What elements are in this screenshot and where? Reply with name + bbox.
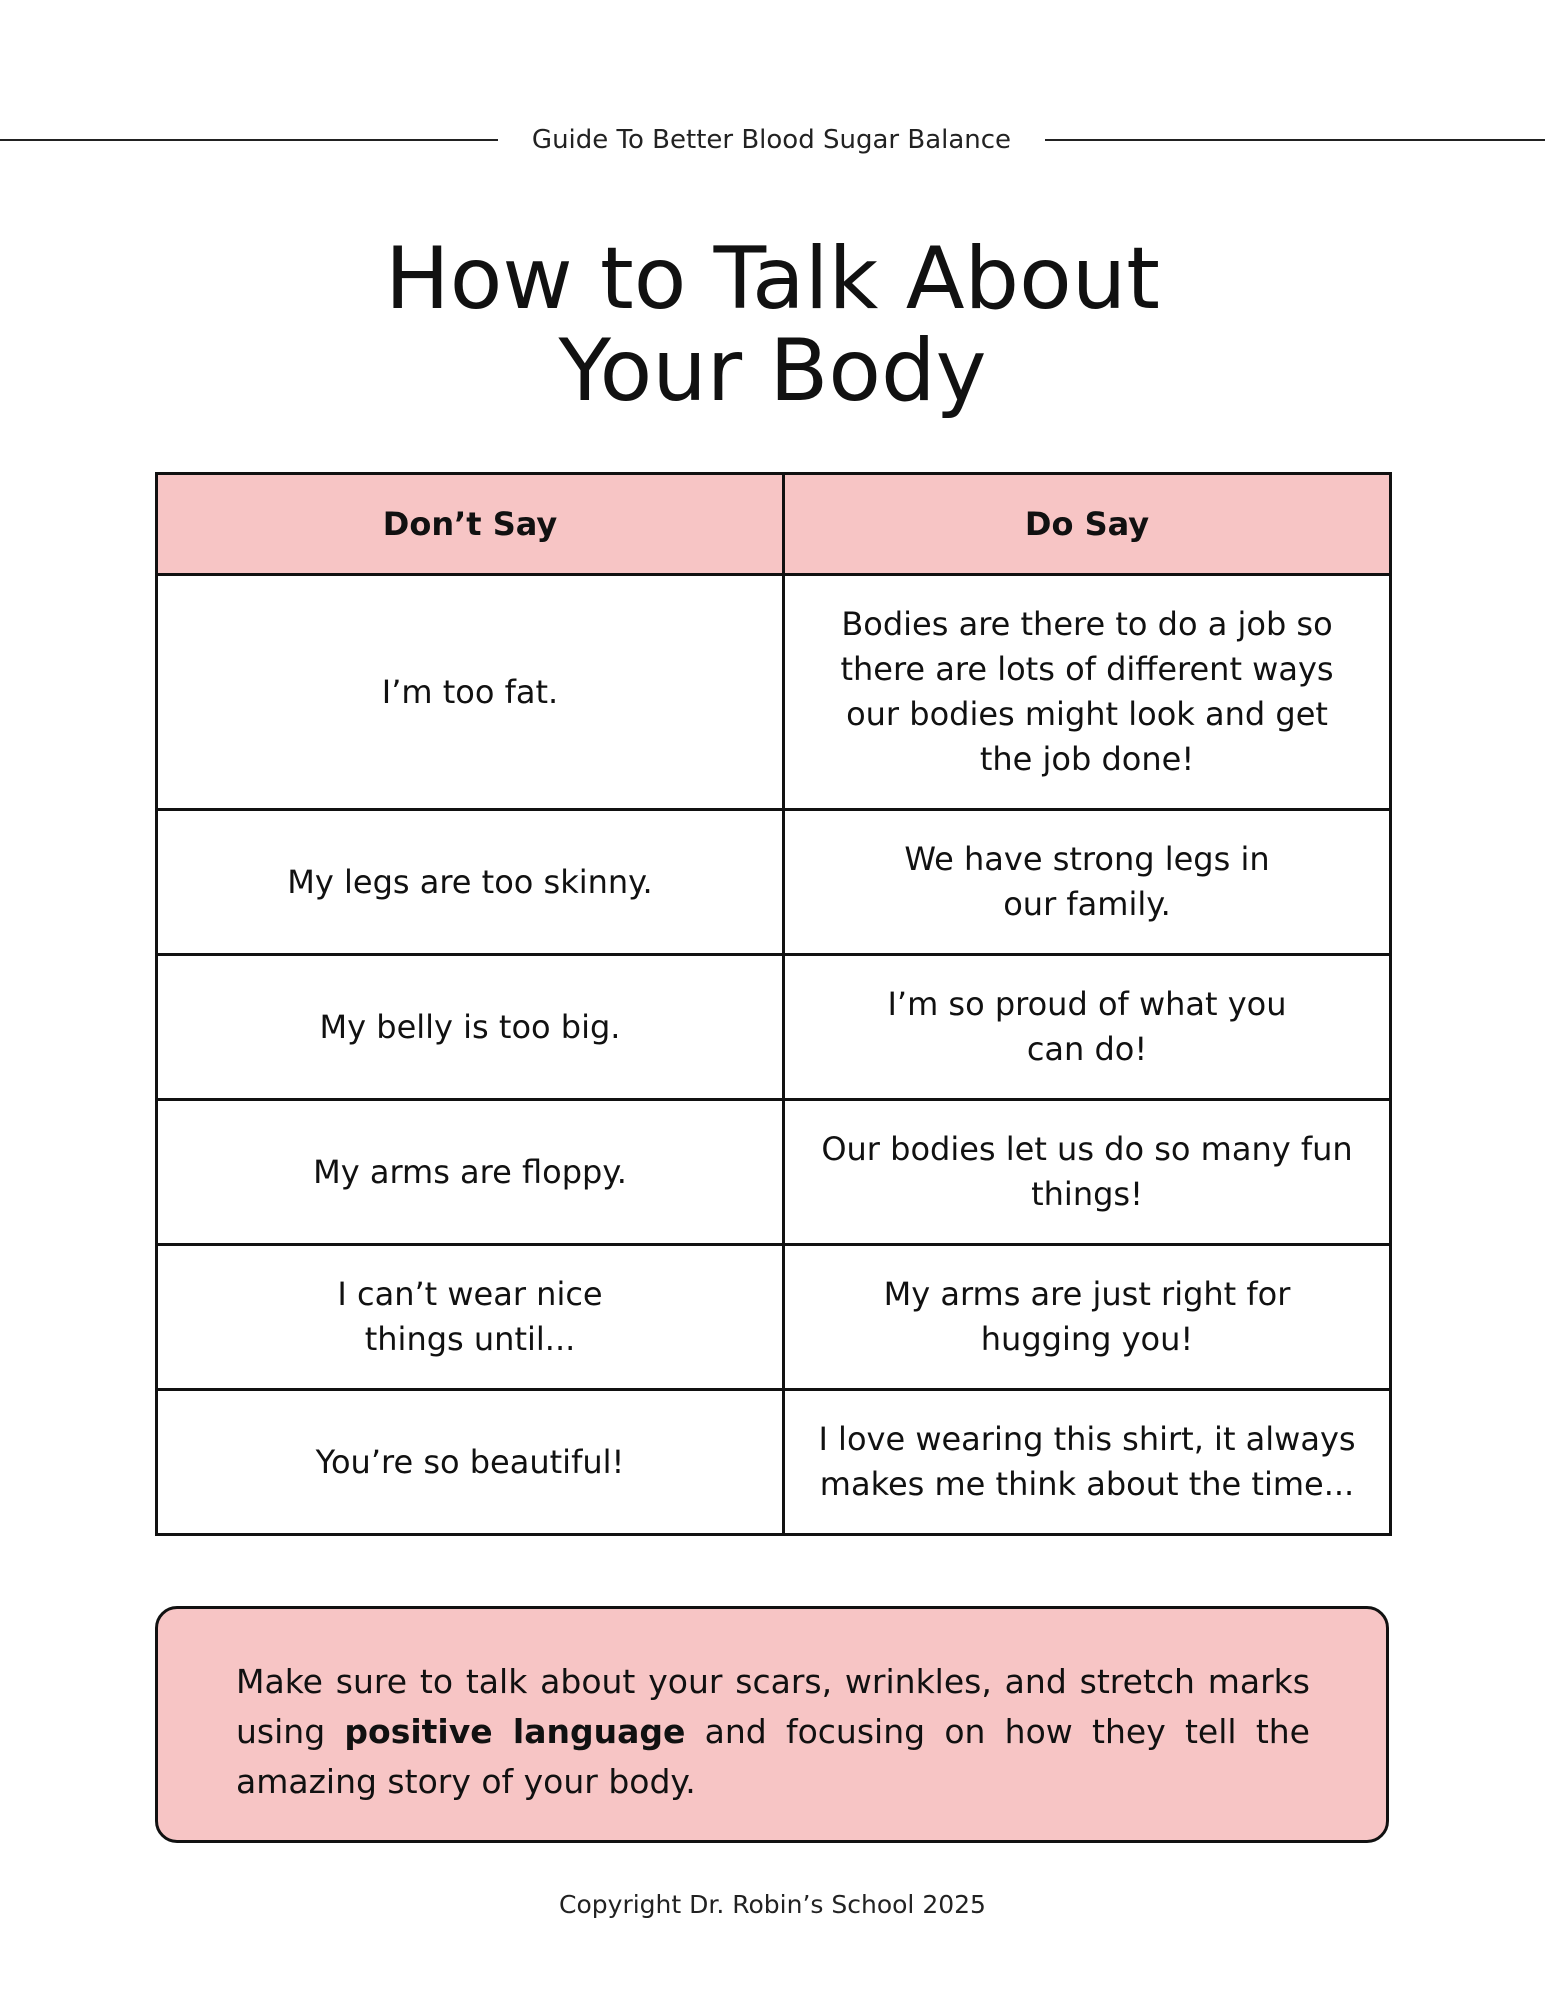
do-say-line: We have strong legs in (904, 840, 1270, 878)
column-header-dont-say: Don’t Say (157, 474, 784, 575)
dont-say-cell (157, 575, 784, 810)
do-say-line: our family. (1003, 885, 1171, 923)
do-say-line: things! (1031, 1175, 1143, 1213)
dont-say-line: My legs are too skinny. (287, 862, 653, 901)
dont-say-line: You’re so beautiful! (315, 1442, 625, 1481)
dont-say-cell (157, 1100, 784, 1245)
dont-say-cell (157, 955, 784, 1100)
do-say-line: Our bodies let us do so many fun (821, 1130, 1353, 1168)
dont-say-line: I can’t wear nice (337, 1275, 603, 1313)
title-line-2: Your Body (558, 321, 987, 421)
table-row (157, 1100, 1391, 1245)
dont-say-line: things until... (364, 1320, 576, 1358)
table-row (157, 575, 1391, 810)
copyright-footer: Copyright Dr. Robin’s School 2025 (559, 1890, 986, 1919)
tip-callout-box (155, 1606, 1389, 1843)
tip-text-before: Make sure to talk about your scars, wrinkles, and stretch marks using (236, 1662, 1310, 1751)
do-say-line: I’m so proud of what you (887, 985, 1287, 1023)
comparison-table (155, 472, 1389, 1536)
do-say-line: My arms are just right for (883, 1275, 1291, 1313)
header-label: Guide To Better Blood Sugar Balance (531, 125, 1012, 155)
dont-say-text: I’m too fat. (381, 672, 559, 711)
table-row (157, 1245, 1391, 1390)
do-say-line: I love wearing this shirt, it always (818, 1420, 1356, 1458)
do-say-cell (784, 1100, 1391, 1245)
title-line-1: How to Talk About (385, 229, 1160, 329)
do-say-line: Bodies are there to do a job so (841, 605, 1333, 643)
do-say-cell (784, 810, 1391, 955)
do-say-cell (784, 955, 1391, 1100)
do-say-line: hugging you! (980, 1320, 1194, 1358)
dont-say-cell (157, 1390, 784, 1535)
do-say-line: makes me think about the time... (819, 1465, 1355, 1503)
dont-say-cell (157, 1245, 784, 1390)
do-say-line: our bodies might look and get (846, 695, 1328, 733)
dont-say-cell (157, 810, 784, 955)
tip-text-emphasis: positive language (344, 1712, 686, 1751)
do-say-cell (784, 575, 1391, 810)
do-say-line: the job done! (979, 740, 1195, 778)
page-title (0, 229, 1545, 421)
table-header-row (157, 474, 1391, 575)
dont-say-line: My arms are floppy. (313, 1152, 627, 1191)
table-row (157, 810, 1391, 955)
do-say-cell (784, 1245, 1391, 1390)
table-row (157, 955, 1391, 1100)
header-rule-left (0, 139, 498, 141)
do-say-line: there are lots of different ways (840, 650, 1334, 688)
table-row (157, 1390, 1391, 1535)
column-header-do-say: Do Say (784, 474, 1391, 575)
tip-text-after: and focusing on how they tell the amazing story of your body. (236, 1712, 1310, 1801)
document-header (0, 120, 1545, 160)
header-rule-right (1045, 139, 1545, 141)
do-say-cell (784, 1390, 1391, 1535)
do-say-line: can do! (1026, 1030, 1148, 1068)
dont-say-line: My belly is too big. (319, 1007, 621, 1046)
